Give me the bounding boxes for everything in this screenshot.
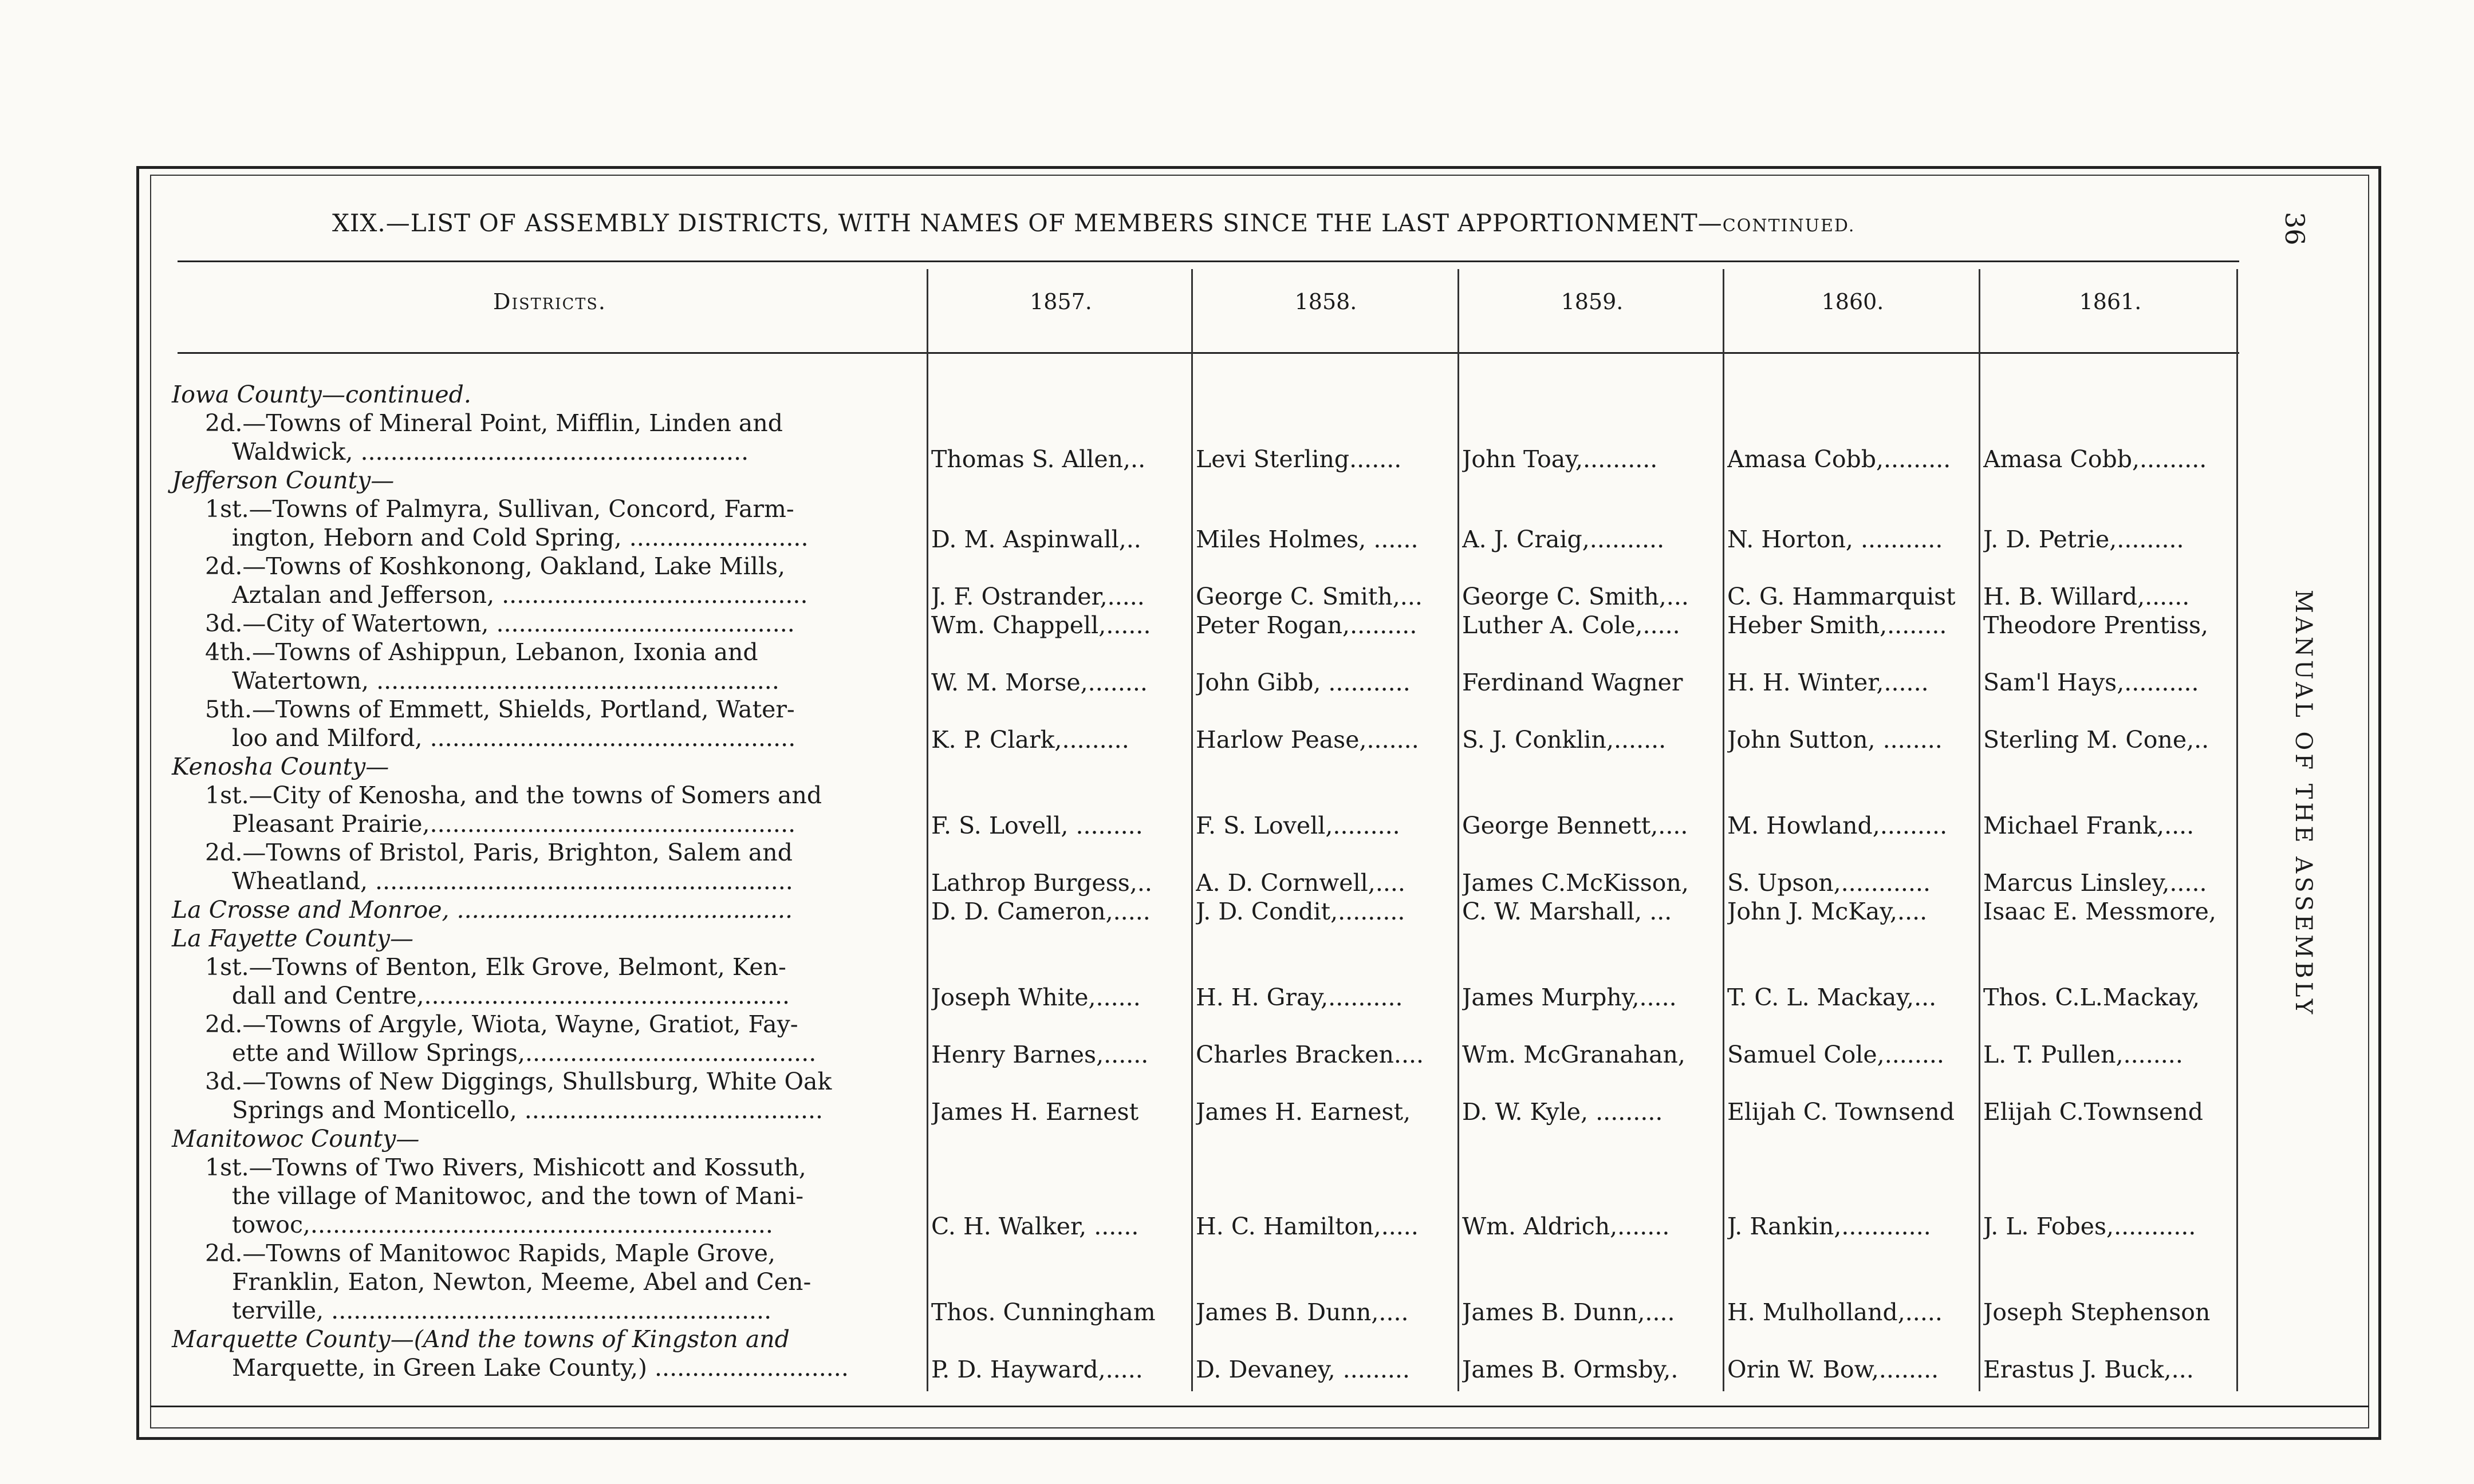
member-cell: Isaac E. Messmore,: [1983, 898, 2216, 925]
member-cell: J. D. Condit,.........: [1196, 898, 1405, 925]
member-cell: John J. McKay,....: [1727, 898, 1928, 925]
district-line: Marquette County—(And the towns of Kingston and: [172, 1325, 790, 1353]
member-cell: H. Mulholland,.....: [1727, 1298, 1943, 1326]
table-title: [332, 209, 2268, 237]
district-line: 1st.—City of Kenosha, and the towns of Somers and: [205, 782, 822, 809]
member-cell: H. C. Hamilton,.....: [1196, 1213, 1419, 1240]
member-cell: George Bennett,....: [1462, 812, 1688, 839]
member-cell: L. T. Pullen,........: [1983, 1041, 2183, 1068]
member-cell: Lathrop Burgess,..: [931, 869, 1152, 897]
member-cell: John Toay,..........: [1462, 445, 1658, 473]
member-cell: George C. Smith,...: [1462, 583, 1689, 610]
district-line: 1st.—Towns of Palmyra, Sullivan, Concord, Farm-: [205, 495, 794, 523]
member-cell: W. M. Morse,........: [931, 669, 1148, 696]
member-cell: Michael Frank,....: [1983, 812, 2195, 839]
district-line: 5th.—Towns of Emmett, Shields, Portland, Water-: [205, 696, 795, 723]
member-cell: C. H. Walker, ......: [931, 1213, 1139, 1240]
district-line: Waldwick, ....................................................: [232, 438, 749, 465]
member-cell: S. J. Conklin,.......: [1462, 726, 1667, 753]
member-cell: H. B. Willard,......: [1983, 583, 2190, 610]
header-rule-bottom: [178, 352, 2239, 354]
district-line: Wheatland, ........................................................: [232, 867, 793, 895]
district-line: ette and Willow Springs,.......................................: [232, 1039, 817, 1067]
district-line: 1st.—Towns of Two Rivers, Mishicott and Kossuth,: [205, 1154, 806, 1181]
member-cell: Wm. McGranahan,: [1462, 1041, 1685, 1068]
member-cell: C. W. Marshall, ...: [1462, 898, 1672, 925]
member-cell: C. G. Hammarquist: [1727, 583, 1956, 610]
member-cell: H. H. Gray,..........: [1196, 984, 1403, 1011]
member-cell: James C.McKisson,: [1462, 869, 1689, 897]
district-line: Iowa County—continued.: [172, 381, 471, 408]
member-cell: James B. Ormsby,.: [1462, 1356, 1679, 1383]
member-cell: M. Howland,.........: [1727, 812, 1948, 839]
district-line: 1st.—Towns of Benton, Elk Grove, Belmont, Ken-: [205, 953, 786, 981]
district-line: 3d.—Towns of New Diggings, Shullsburg, White Oak: [205, 1068, 832, 1095]
member-cell: James Murphy,.....: [1462, 984, 1677, 1011]
member-cell: George C. Smith,...: [1196, 583, 1423, 610]
member-cell: Henry Barnes,......: [931, 1041, 1149, 1068]
col-head-districts: Districts.: [493, 289, 606, 314]
district-line: Manitowoc County—: [172, 1125, 420, 1153]
member-cell: J. F. Ostrander,.....: [931, 583, 1145, 610]
table-title-continued: CONTINUED.: [1722, 216, 1856, 236]
district-line: dall and Centre,.................................................: [232, 982, 790, 1009]
column-divider: [1979, 269, 1980, 1391]
member-cell: Theodore Prentiss,: [1983, 611, 2209, 639]
district-line: 2d.—Towns of Mineral Point, Mifflin, Linden and: [205, 409, 783, 437]
member-cell: T. C. L. Mackay,...: [1727, 984, 1937, 1011]
member-cell: F. S. Lovell,.........: [1196, 812, 1400, 839]
member-cell: S. Upson,............: [1727, 869, 1931, 897]
district-line: Jefferson County—: [172, 467, 395, 494]
member-cell: Peter Rogan,.........: [1196, 611, 1417, 639]
member-cell: Wm. Chappell,......: [931, 611, 1151, 639]
district-line: towoc,..............................................................: [232, 1211, 773, 1238]
district-line: Franklin, Eaton, Newton, Meeme, Abel and Cen-: [232, 1268, 811, 1296]
district-line: 2d.—Towns of Koshkonong, Oakland, Lake Mills,: [205, 552, 786, 580]
district-line: 3d.—City of Watertown, ........................................: [205, 610, 795, 637]
member-cell: Charles Bracken....: [1196, 1041, 1424, 1068]
district-line: 2d.—Towns of Bristol, Paris, Brighton, Salem and: [205, 839, 793, 866]
member-cell: James H. Earnest,: [1196, 1098, 1411, 1126]
district-line: loo and Milford, .................................................: [232, 724, 796, 752]
col-head-1859: 1859.: [1561, 289, 1624, 314]
header-rule-top: [178, 261, 2239, 262]
column-divider: [1723, 269, 1724, 1391]
member-cell: J. D. Petrie,.........: [1983, 526, 2184, 553]
member-cell: Sam'l Hays,..........: [1983, 669, 2199, 696]
district-line: Aztalan and Jefferson, .........................................: [232, 581, 808, 609]
member-cell: K. P. Clark,.........: [931, 726, 1129, 753]
member-cell: H. H. Winter,......: [1727, 669, 1929, 696]
member-cell: Thos. C.L.Mackay,: [1983, 984, 2200, 1011]
district-line: terville, ...........................................................: [232, 1297, 772, 1324]
member-cell: D. D. Cameron,.....: [931, 898, 1151, 925]
member-cell: James H. Earnest: [931, 1098, 1139, 1126]
col-head-1860: 1860.: [1821, 289, 1884, 314]
column-divider: [2236, 269, 2238, 1391]
district-line: Pleasant Prairie,.................................................: [232, 810, 796, 838]
member-cell: Orin W. Bow,........: [1727, 1356, 1939, 1383]
member-cell: Harlow Pease,.......: [1196, 726, 1419, 753]
running-head-side: MANUAL OF THE ASSEMBLY: [2290, 590, 2317, 1018]
column-divider: [1457, 269, 1459, 1391]
bottom-rule: [150, 1406, 2369, 1407]
member-cell: Amasa Cobb,.........: [1983, 445, 2207, 473]
member-cell: D. M. Aspinwall,..: [931, 526, 1141, 553]
member-cell: J. L. Fobes,...........: [1983, 1213, 2196, 1240]
member-cell: F. S. Lovell, .........: [931, 812, 1143, 839]
district-line: Marquette, in Green Lake County,) ..........................: [232, 1354, 849, 1382]
member-cell: D. Devaney, .........: [1196, 1356, 1410, 1383]
member-cell: Joseph Stephenson: [1983, 1298, 2211, 1326]
district-line: Watertown, ......................................................: [232, 667, 779, 694]
member-cell: Thos. Cunningham: [931, 1298, 1156, 1326]
member-cell: Samuel Cole,........: [1727, 1041, 1944, 1068]
member-cell: Wm. Aldrich,.......: [1462, 1213, 1670, 1240]
district-line: La Crosse and Monroe, .............................................: [172, 896, 793, 923]
member-cell: Ferdinand Wagner: [1462, 669, 1683, 696]
col-head-1857: 1857.: [1030, 289, 1092, 314]
member-cell: James B. Dunn,....: [1462, 1298, 1675, 1326]
member-cell: A. D. Cornwell,....: [1196, 869, 1405, 897]
district-line: 2d.—Towns of Argyle, Wiota, Wayne, Gratiot, Fay-: [205, 1011, 798, 1038]
page-number: 36: [2279, 212, 2310, 246]
member-cell: Erastus J. Buck,...: [1983, 1356, 2194, 1383]
member-cell: James B. Dunn,....: [1196, 1298, 1409, 1326]
member-cell: Luther A. Cole,.....: [1462, 611, 1680, 639]
member-cell: Levi Sterling.......: [1196, 445, 1402, 473]
district-line: Kenosha County—: [172, 753, 389, 780]
member-cell: Thomas S. Allen,..: [931, 445, 1146, 473]
col-head-1858: 1858.: [1294, 289, 1357, 314]
member-cell: A. J. Craig,..........: [1462, 526, 1665, 553]
district-line: the village of Manitowoc, and the town of Mani-: [232, 1182, 804, 1210]
member-cell: Joseph White,......: [931, 984, 1141, 1011]
member-cell: J. Rankin,............: [1727, 1213, 1931, 1240]
member-cell: Elijah C. Townsend: [1727, 1098, 1955, 1126]
district-line: Springs and Monticello, ........................................: [232, 1096, 824, 1124]
member-cell: Elijah C.Townsend: [1983, 1098, 2203, 1126]
member-cell: John Gibb, ...........: [1196, 669, 1411, 696]
member-cell: N. Horton, ...........: [1727, 526, 1943, 553]
member-cell: John Sutton, ........: [1727, 726, 1943, 753]
col-head-1861: 1861.: [2079, 289, 2142, 314]
district-line: ington, Heborn and Cold Spring, ........................: [232, 524, 809, 551]
member-cell: Amasa Cobb,.........: [1727, 445, 1951, 473]
member-cell: P. D. Hayward,.....: [931, 1356, 1143, 1383]
member-cell: D. W. Kyle, .........: [1462, 1098, 1663, 1126]
member-cell: Miles Holmes, ......: [1196, 526, 1419, 553]
table-title-main: XIX.—LIST OF ASSEMBLY DISTRICTS, WITH NAMES OF MEMBERS SINCE THE LAST APPORTIONMENT—: [332, 209, 1723, 237]
district-line: La Fayette County—: [172, 925, 413, 952]
district-line: 2d.—Towns of Manitowoc Rapids, Maple Grove,: [205, 1240, 776, 1267]
member-cell: Sterling M. Cone,..: [1983, 726, 2209, 753]
district-line: 4th.—Towns of Ashippun, Lebanon, Ixonia and: [205, 638, 758, 666]
member-cell: Heber Smith,........: [1727, 611, 1947, 639]
member-cell: Marcus Linsley,.....: [1983, 869, 2207, 897]
column-divider: [1191, 269, 1193, 1391]
